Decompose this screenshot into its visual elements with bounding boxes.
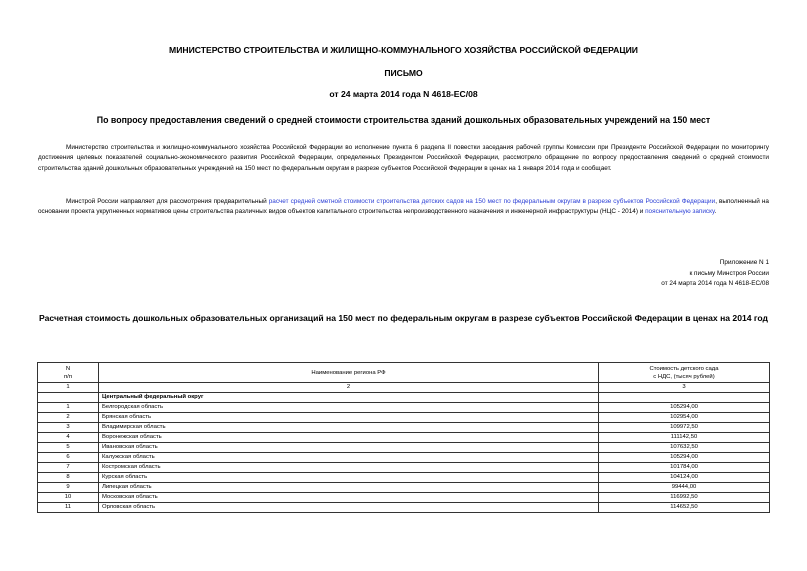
col-number-1: 1 [38,383,99,393]
row-number: 10 [38,493,99,503]
table-row [38,503,770,513]
col-number-3: 3 [599,383,770,393]
table-row [38,453,770,463]
row-number: 1 [38,403,99,413]
explanatory-note-link[interactable]: пояснительную записку [645,208,715,216]
row-cost: 105294,00 [599,453,770,463]
row-number: 5 [38,443,99,453]
document-type: ПИСЬМО [384,68,423,78]
row-cost: 99444,00 [599,483,770,493]
row-number: 2 [38,413,99,423]
row-region: Орловская область [99,503,599,513]
row-region: Воронежская область [99,433,599,443]
table-title: Расчетная стоимость дошкольных образовательных организаций на 150 мест по федеральным округам в разрезе субъектов Российской Федерации в ценах на 2014 год [38,313,768,323]
paragraph-2-middle: , выполненный на основании проекта укрупненных нормативов цены строительства различных видов объектов капитального строительства непроизводственного назначения и инженерной инфраструктуры (НЦС - 2014) и [38,198,769,216]
body-paragraph-1: Министерство строительства и жилищно-коммунального хозяйства Российской Федерации во исполнение пункта 6 раздела II повестки заседания рабочей группы Комиссии при Президенте Российской Федерации по мониторингу достижения целевых показателей социально-экономического развития Российской Федерации, определенных Президентом Российской Федерации, рассмотрело обращение по вопросу предоставления сведений о средней стоимости строительства зданий дошкольных образовательных учреждений на 150 мест по федеральным округам в разрезе субъектов Российской Федерации в ценах на 1 января 2014 года и сообщает. [38,144,769,172]
row-region: Липецкая область [99,483,599,493]
table-row [38,413,770,423]
header-region: Наименование региона РФ [99,363,599,383]
group-row [38,393,770,403]
row-number: 6 [38,453,99,463]
row-number: 4 [38,433,99,443]
row-region: Калужская область [99,453,599,463]
row-cost: 116992,50 [599,493,770,503]
document-date-number: от 24 марта 2014 года N 4618-ЕС/08 [329,89,478,99]
col-number-2: 2 [99,383,599,393]
row-number: 11 [38,503,99,513]
row-number: 9 [38,483,99,493]
row-region: Костромская область [99,463,599,473]
row-region: Московская область [99,493,599,503]
row-cost: 101784,00 [599,463,770,473]
cost-table [37,362,770,513]
calculation-link[interactable]: расчет средней сметной стоимости строительства детских садов на 150 мест по федеральным округам в разрезе субъектов Российской Федерации [268,198,716,205]
table-row [38,493,770,503]
ministry-title: МИНИСТЕРСТВО СТРОИТЕЛЬСТВА И ЖИЛИЩНО-КОММУНАЛЬНОГО ХОЗЯЙСТВА РОССИЙСКОЙ ФЕДЕРАЦИИ [169,45,638,55]
row-region: Белгородская область [99,403,599,413]
row-number: 8 [38,473,99,483]
row-cost: 114652,50 [599,503,770,513]
appendix-reference [661,258,769,290]
table-header-row [38,363,770,383]
header-cost: Стоимость детского сада с НДС, (тысяч рублей) [599,363,770,383]
federal-district: Центральный федеральный округ [99,393,599,403]
row-region: Владимирская область [99,423,599,433]
row-number: 3 [38,423,99,433]
row-cost: 111142,50 [599,433,770,443]
row-cost: 104124,00 [599,473,770,483]
letter-subject: По вопросу предоставления сведений о средней стоимости строительства зданий дошкольных образовательных учреждений на 150 мест [96,115,711,125]
table-row [38,443,770,453]
paragraph-2-start: Минстрой России направляет для рассмотрения предварительный [66,198,269,205]
paragraph-2-end: . [714,208,717,216]
body-paragraph-2 [38,197,769,218]
table-row [38,473,770,483]
column-number-row [38,383,770,393]
appendix-line-3: от 24 марта 2014 года N 4618-ЕС/08 [661,280,769,287]
table-row [38,423,770,433]
table-row [38,463,770,473]
row-number: 7 [38,463,99,473]
row-cost: 109972,50 [599,423,770,433]
row-region: Курская область [99,473,599,483]
row-region: Ивановская область [99,443,599,453]
row-cost: 105294,00 [599,403,770,413]
table-row [38,483,770,493]
table-row [38,403,770,413]
table-row [38,433,770,443]
row-region: Брянская область [99,413,599,423]
appendix-line-1: Приложение N 1 [719,259,769,266]
row-cost: 102954,00 [599,413,770,423]
appendix-line-2: к письму Минстроя России [689,269,769,277]
header-number: N п/п [38,363,99,383]
row-cost: 107632,50 [599,443,770,453]
